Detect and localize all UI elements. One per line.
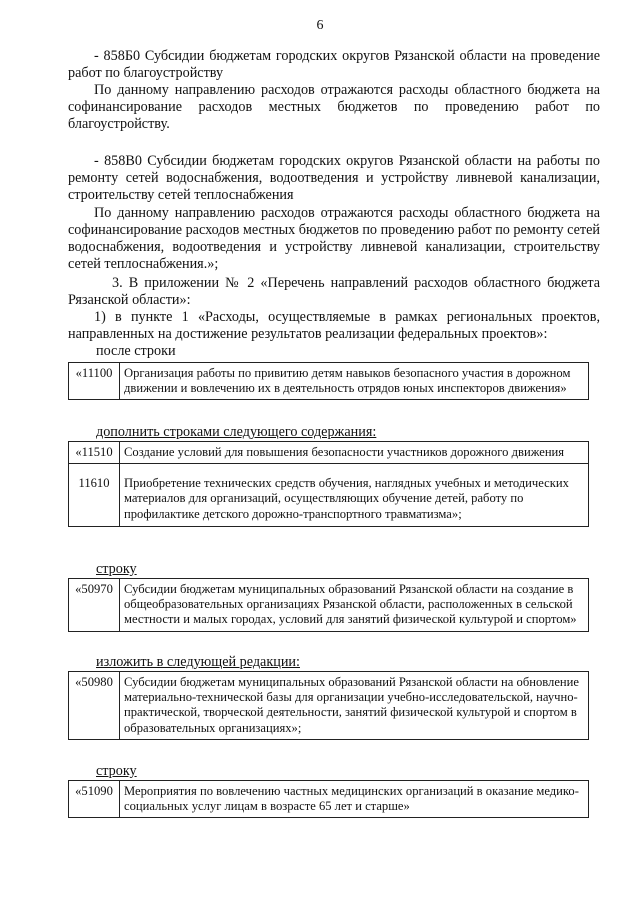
paragraph-858b0-title: - 858Б0 Субсидии бюджетам городских округов Рязанской области на проведение работ по благоустройству: [68, 48, 600, 81]
paragraph-858v0-title: - 858В0 Субсидии бюджетам городских округов Рязанской области на работы по ремонту сетей водоснабжения, водоотведения и устройству ливневой канализации, строительству сетей теплоснабжения: [68, 153, 600, 203]
table-row-11100: [68, 362, 589, 400]
table-row: [69, 579, 589, 632]
row-code: «50980: [69, 672, 120, 740]
label-row-50970: строку: [96, 561, 137, 577]
page-number: 6: [316, 18, 324, 33]
table-row: [69, 781, 589, 818]
paragraph-858b0-description: По данному направлению расходов отражаются расходы областного бюджета на софинансирование расходов местных бюджетов по проведению работ по благоустройству.: [68, 82, 600, 132]
table-row-51090: [68, 780, 589, 818]
row-code: «50970: [69, 579, 120, 632]
label-row-51090: строку: [96, 763, 137, 779]
label-add-rows: дополнить строками следующего содержания:: [96, 424, 377, 440]
row-text: Субсидии бюджетам муниципальных образований Рязанской области на обновление материально-технической базы для организации учебно-исследовательской, научно-практической, творческой деятельности, занятий физической культурой и спортом в образовательных организациях»;: [120, 672, 589, 740]
row-text: Организация работы по привитию детям навыков безопасного участия в дорожном движении и вовлечению их в деятельность отрядов юных инспекторов движения»: [120, 363, 589, 400]
paragraph-subitem-1: 1) в пункте 1 «Расходы, осуществляемые в рамках региональных проектов, направленных на достижение результатов реализации федеральных проектов»:: [68, 309, 600, 342]
table-row: [69, 672, 589, 740]
row-text: Субсидии бюджетам муниципальных образований Рязанской области на создание в общеобразовательных организациях Рязанской области, расположенных в сельской местности и малых городах, условий для занятий физической культурой и спортом»: [120, 579, 589, 632]
paragraph-858v0-description: По данному направлению расходов отражаются расходы областного бюджета на софинансирование расходов местных бюджетов по проведению работ по ремонту сетей водоснабжения, водоотведения и устройству ливневой канализации, строительству сетей теплоснабжения.»;: [68, 205, 600, 272]
table-row: [69, 442, 589, 464]
row-text: Приобретение технических средств обучения, наглядных учебных и методических материалов для организаций, осуществляющих обучение детей, работу по профилактике детского дорожно-транспортного травматизма»;: [120, 464, 589, 527]
row-text: Мероприятия по вовлечению частных медицинских организаций в оказание медико-социальных услуг лицам в возрасте 65 лет и старше»: [120, 781, 589, 818]
label-new-edition: изложить в следующей редакции:: [96, 654, 300, 670]
row-code: «11510: [69, 442, 120, 464]
row-text: Создание условий для повышения безопасности участников дорожного движения: [120, 442, 589, 464]
label-after-row: после строки: [96, 343, 176, 359]
table-added-rows: [68, 441, 589, 527]
row-code: «51090: [69, 781, 120, 818]
row-code: «11100: [69, 363, 120, 400]
table-row-50980: [68, 671, 589, 740]
paragraph-item-3: 3. В приложении № 2 «Перечень направлений расходов областного бюджета Рязанской области»:: [68, 275, 600, 308]
table-row-50970: [68, 578, 589, 632]
table-row: [69, 363, 589, 400]
table-row: [69, 464, 589, 527]
row-code: 11610: [69, 464, 120, 527]
